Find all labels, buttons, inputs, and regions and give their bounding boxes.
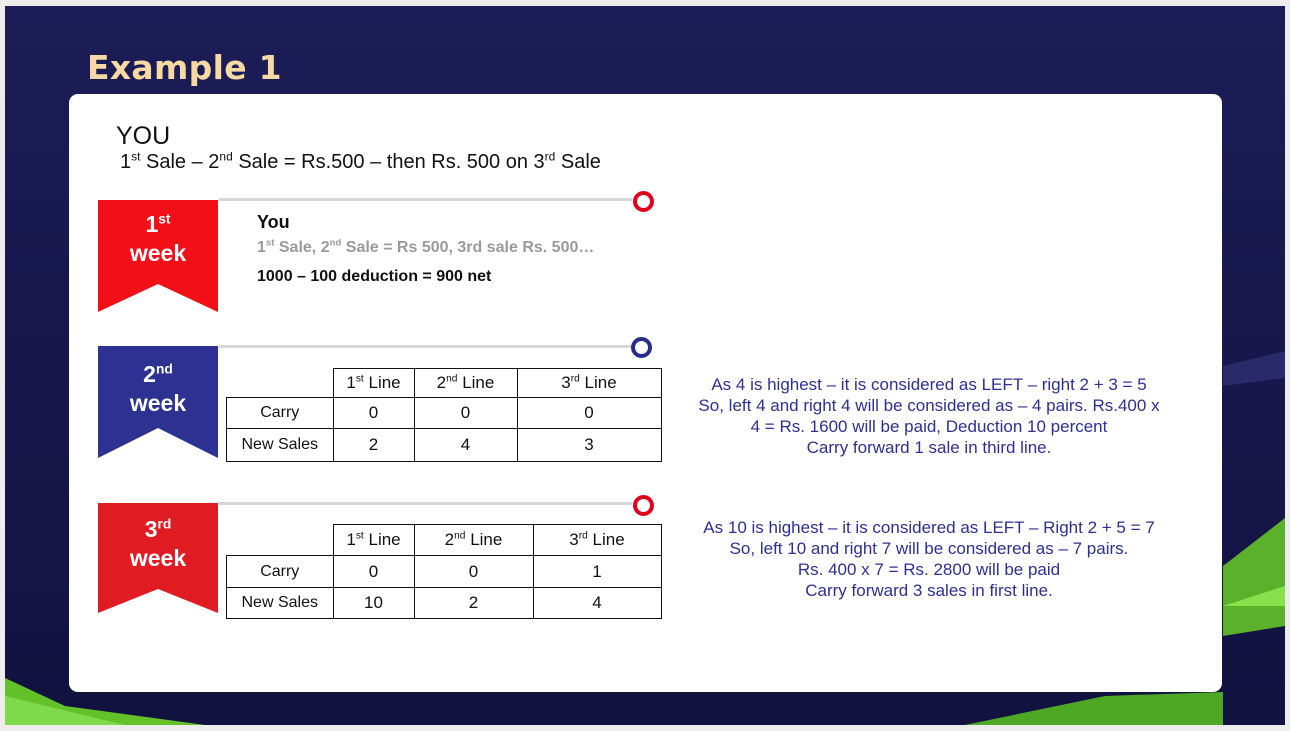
week3-label: 3rd week — [129, 516, 187, 571]
week3-explanation — [669, 517, 1189, 601]
row-label: Carry — [227, 398, 334, 429]
note-line: So, left 4 and right 4 will be considered as – 4 pairs. Rs.400 x — [698, 396, 1160, 415]
cell: 0 — [333, 556, 414, 588]
cell: 0 — [414, 398, 517, 429]
note-line: So, left 10 and right 7 will be considered as – 7 pairs. — [729, 539, 1129, 558]
row-label: Carry — [227, 556, 334, 588]
week2-ribbon — [98, 346, 218, 458]
cell: 10 — [333, 588, 414, 619]
sales-rule-line: 1st Sale – 2nd Sale = Rs.500 – then Rs. 500 on 3rd Sale — [120, 149, 601, 173]
week1-you-label: You — [257, 212, 290, 232]
row-label: New Sales — [227, 588, 334, 619]
cell: 2 — [414, 588, 533, 619]
timeline-track-week3 — [219, 502, 632, 505]
timeline-track-week1 — [219, 198, 632, 201]
table-row — [227, 429, 662, 462]
timeline-node-week1 — [633, 191, 654, 212]
cell: 3 — [517, 429, 661, 462]
cell: 0 — [333, 398, 414, 429]
timeline-node-week3 — [633, 495, 654, 516]
note-line: Rs. 400 x 7 = Rs. 2800 will be paid — [797, 560, 1061, 579]
week2-label: 2nd week — [129, 361, 187, 416]
week2-explanation — [669, 374, 1189, 458]
you-heading: YOU — [116, 122, 171, 150]
cell: 0 — [414, 556, 533, 588]
cell: 4 — [414, 429, 517, 462]
week1-net-text: 1000 – 100 deduction = 900 net — [257, 268, 492, 285]
week1-ribbon — [98, 200, 218, 312]
table-row — [227, 588, 662, 619]
note-line: As 4 is highest – it is considered as LEFT – right 2 + 3 = 5 — [711, 375, 1147, 394]
note-line: Carry forward 3 sales in first line. — [805, 581, 1053, 600]
note-line: As 10 is highest – it is considered as LEFT – Right 2 + 5 = 7 — [703, 518, 1155, 537]
slide-title: Example 1 — [87, 48, 282, 87]
cell: 1 — [533, 556, 661, 588]
cell: 2 — [333, 429, 414, 462]
week3-table — [226, 524, 662, 619]
row-label: New Sales — [227, 429, 334, 462]
table-row — [227, 398, 662, 429]
week3-header-line3: 3rd Line — [533, 525, 661, 556]
note-line: 4 = Rs. 1600 will be paid, Deduction 10 percent — [750, 417, 1108, 436]
week1-sales-text: 1st Sale, 2nd Sale = Rs 500, 3rd sale Rs. 500… — [257, 237, 595, 256]
cell: 4 — [533, 588, 661, 619]
week2-table — [226, 368, 662, 462]
timeline-node-week2 — [631, 337, 652, 358]
week3-ribbon — [98, 503, 218, 613]
week1-label: 1st week — [129, 211, 187, 266]
week2-header-line3: 3rd Line — [517, 369, 661, 398]
week2-header-line1: 1st Line — [333, 369, 414, 398]
week2-header-line2: 2nd Line — [414, 369, 517, 398]
week3-header-line1: 1st Line — [333, 525, 414, 556]
note-line: Carry forward 1 sale in third line. — [806, 438, 1052, 457]
slide — [5, 6, 1285, 725]
cell: 0 — [517, 398, 661, 429]
table-row — [227, 556, 662, 588]
content-card — [69, 94, 1222, 692]
timeline-track-week2 — [219, 345, 632, 348]
week3-header-line2: 2nd Line — [414, 525, 533, 556]
